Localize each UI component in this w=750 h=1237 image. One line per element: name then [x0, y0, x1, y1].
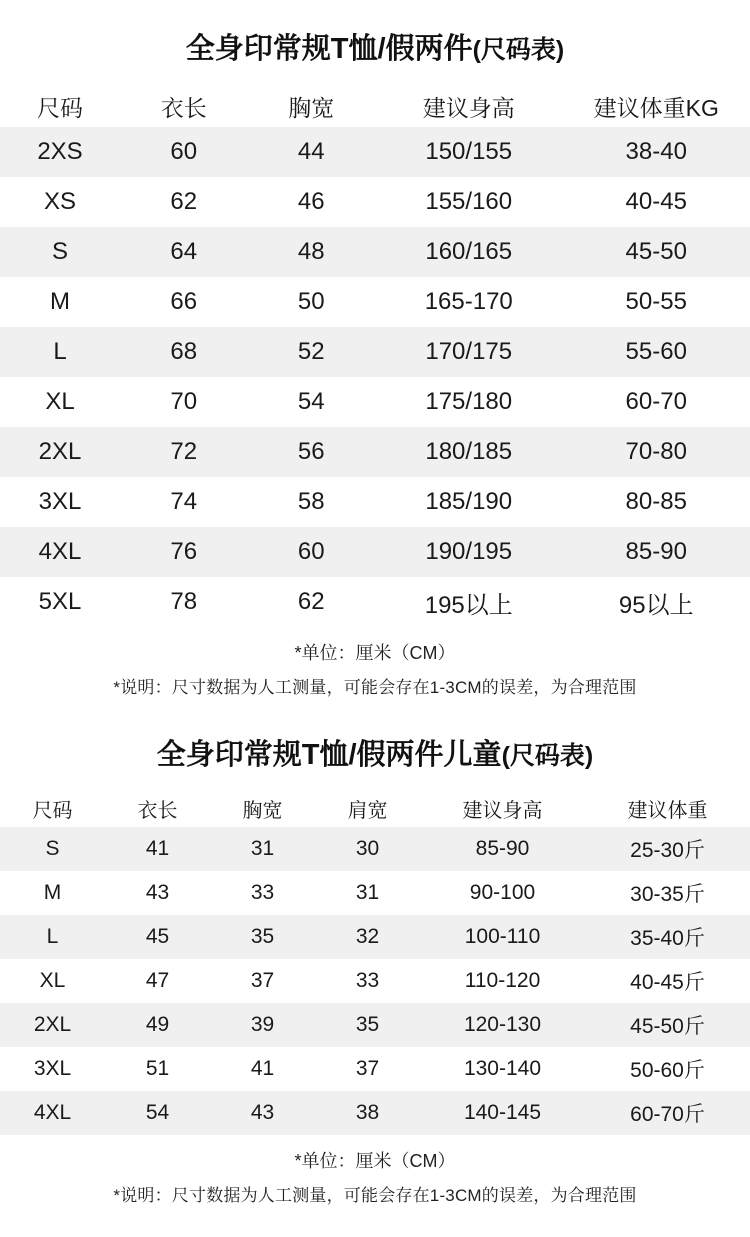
- cell-height: 90-100: [420, 871, 585, 915]
- cell-length: 74: [120, 477, 248, 527]
- cell-height: 110-120: [420, 959, 585, 1003]
- column-header-weight: 建议体重: [585, 789, 750, 827]
- cell-length: 68: [120, 327, 248, 377]
- cell-size: 3XL: [0, 477, 120, 527]
- cell-chest: 58: [248, 477, 376, 527]
- column-header-length: 衣长: [105, 789, 210, 827]
- cell-chest: 31: [210, 827, 315, 871]
- cell-shoulder: 38: [315, 1091, 420, 1135]
- cell-length: 76: [120, 527, 248, 577]
- cell-height: 185/190: [375, 477, 563, 527]
- kids-size-table: [0, 789, 750, 1135]
- adult-unit-note: *单位：厘米（CM）: [294, 643, 456, 663]
- cell-weight: 50-55: [563, 277, 750, 327]
- cell-chest: 44: [248, 127, 376, 177]
- table-row: [0, 1047, 750, 1091]
- adult-section-title: [0, 0, 750, 85]
- cell-weight: 80-85: [563, 477, 750, 527]
- table-row: [0, 577, 750, 627]
- column-header-height: 建议身高: [375, 85, 563, 127]
- cell-weight: 40-45: [563, 177, 750, 227]
- cell-shoulder: 30: [315, 827, 420, 871]
- cell-length: 66: [120, 277, 248, 327]
- cell-weight: 45-50: [563, 227, 750, 277]
- cell-shoulder: 33: [315, 959, 420, 1003]
- cell-size: 3XL: [0, 1047, 105, 1091]
- cell-height: 140-145: [420, 1091, 585, 1135]
- table-row: [0, 327, 750, 377]
- column-header-size: 尺码: [0, 789, 105, 827]
- cell-height: 190/195: [375, 527, 563, 577]
- cell-height: 160/165: [375, 227, 563, 277]
- table-row: [0, 959, 750, 1003]
- cell-chest: 41: [210, 1047, 315, 1091]
- cell-size: 5XL: [0, 577, 120, 627]
- column-header-chest: 胸宽: [210, 789, 315, 827]
- table-row: [0, 1003, 750, 1047]
- table-row: [0, 871, 750, 915]
- kids-title-paren: (尺码表): [501, 742, 594, 770]
- cell-length: 47: [105, 959, 210, 1003]
- table-row: [0, 127, 750, 177]
- table-header-row: [0, 789, 750, 827]
- cell-chest: 54: [248, 377, 376, 427]
- adult-title-paren: (尺码表): [472, 36, 565, 64]
- cell-length: 70: [120, 377, 248, 427]
- cell-length: 60: [120, 127, 248, 177]
- cell-length: 62: [120, 177, 248, 227]
- cell-chest: 37: [210, 959, 315, 1003]
- cell-height: 170/175: [375, 327, 563, 377]
- cell-chest: 35: [210, 915, 315, 959]
- adult-table-head: [0, 85, 750, 127]
- cell-size: M: [0, 277, 120, 327]
- cell-weight: 95以上: [563, 577, 750, 627]
- cell-length: 45: [105, 915, 210, 959]
- cell-chest: 48: [248, 227, 376, 277]
- cell-height: 180/185: [375, 427, 563, 477]
- cell-length: 64: [120, 227, 248, 277]
- cell-shoulder: 35: [315, 1003, 420, 1047]
- cell-height: 85-90: [420, 827, 585, 871]
- cell-size: 2XS: [0, 127, 120, 177]
- cell-weight: 35-40斤: [585, 915, 750, 959]
- cell-weight: 45-50斤: [585, 1003, 750, 1047]
- cell-height: 155/160: [375, 177, 563, 227]
- cell-weight: 30-35斤: [585, 871, 750, 915]
- cell-chest: 50: [248, 277, 376, 327]
- kids-table-head: [0, 789, 750, 827]
- cell-weight: 70-80: [563, 427, 750, 477]
- table-row: [0, 827, 750, 871]
- column-header-weight: 建议体重KG: [563, 85, 750, 127]
- cell-height: 175/180: [375, 377, 563, 427]
- cell-shoulder: 32: [315, 915, 420, 959]
- cell-size: 4XL: [0, 1091, 105, 1135]
- cell-size: XS: [0, 177, 120, 227]
- cell-shoulder: 37: [315, 1047, 420, 1091]
- cell-height: 100-110: [420, 915, 585, 959]
- kids-size-section: [0, 704, 750, 1206]
- cell-size: 2XL: [0, 427, 120, 477]
- cell-size: 4XL: [0, 527, 120, 577]
- kids-section-title: [0, 704, 750, 789]
- cell-weight: 25-30斤: [585, 827, 750, 871]
- cell-height: 195以上: [375, 577, 563, 627]
- table-row: [0, 477, 750, 527]
- cell-chest: 62: [248, 577, 376, 627]
- cell-length: 41: [105, 827, 210, 871]
- table-row: [0, 177, 750, 227]
- cell-length: 49: [105, 1003, 210, 1047]
- cell-chest: 33: [210, 871, 315, 915]
- column-header-chest: 胸宽: [248, 85, 376, 127]
- table-row: [0, 227, 750, 277]
- column-header-shoulder: 肩宽: [315, 789, 420, 827]
- cell-length: 51: [105, 1047, 210, 1091]
- cell-size: XL: [0, 377, 120, 427]
- column-header-length: 衣长: [120, 85, 248, 127]
- cell-weight: 60-70: [563, 377, 750, 427]
- table-row: [0, 527, 750, 577]
- table-header-row: [0, 85, 750, 127]
- cell-weight: 40-45斤: [585, 959, 750, 1003]
- table-row: [0, 1091, 750, 1135]
- cell-length: 43: [105, 871, 210, 915]
- cell-chest: 60: [248, 527, 376, 577]
- kids-title-main: 全身印常规T恤/假两件儿童: [156, 739, 502, 771]
- adult-title-main: 全身印常规T恤/假两件: [185, 33, 473, 65]
- cell-chest: 43: [210, 1091, 315, 1135]
- cell-weight: 55-60: [563, 327, 750, 377]
- column-header-size: 尺码: [0, 85, 120, 127]
- cell-weight: 50-60斤: [585, 1047, 750, 1091]
- cell-chest: 46: [248, 177, 376, 227]
- cell-weight: 38-40: [563, 127, 750, 177]
- cell-height: 165-170: [375, 277, 563, 327]
- adult-description-note: *说明：尺寸数据为人工测量，可能会存在1-3CM的误差，为合理范围: [113, 678, 637, 697]
- adult-size-table: [0, 85, 750, 627]
- cell-length: 72: [120, 427, 248, 477]
- column-header-height: 建议身高: [420, 789, 585, 827]
- cell-shoulder: 31: [315, 871, 420, 915]
- cell-height: 130-140: [420, 1047, 585, 1091]
- kids-table-body: [0, 827, 750, 1135]
- cell-size: L: [0, 327, 120, 377]
- cell-chest: 39: [210, 1003, 315, 1047]
- cell-size: L: [0, 915, 105, 959]
- cell-weight: 85-90: [563, 527, 750, 577]
- kids-unit-note: *单位：厘米（CM）: [294, 1151, 456, 1171]
- adult-table-body: [0, 127, 750, 627]
- cell-size: XL: [0, 959, 105, 1003]
- table-row: [0, 377, 750, 427]
- cell-length: 54: [105, 1091, 210, 1135]
- table-row: [0, 427, 750, 477]
- cell-size: S: [0, 827, 105, 871]
- cell-size: 2XL: [0, 1003, 105, 1047]
- cell-chest: 56: [248, 427, 376, 477]
- table-row: [0, 277, 750, 327]
- cell-height: 150/155: [375, 127, 563, 177]
- cell-size: S: [0, 227, 120, 277]
- kids-description-note: *说明：尺寸数据为人工测量，可能会存在1-3CM的误差，为合理范围: [113, 1186, 637, 1205]
- cell-length: 78: [120, 577, 248, 627]
- table-row: [0, 915, 750, 959]
- cell-weight: 60-70斤: [585, 1091, 750, 1135]
- cell-height: 120-130: [420, 1003, 585, 1047]
- cell-chest: 52: [248, 327, 376, 377]
- cell-size: M: [0, 871, 105, 915]
